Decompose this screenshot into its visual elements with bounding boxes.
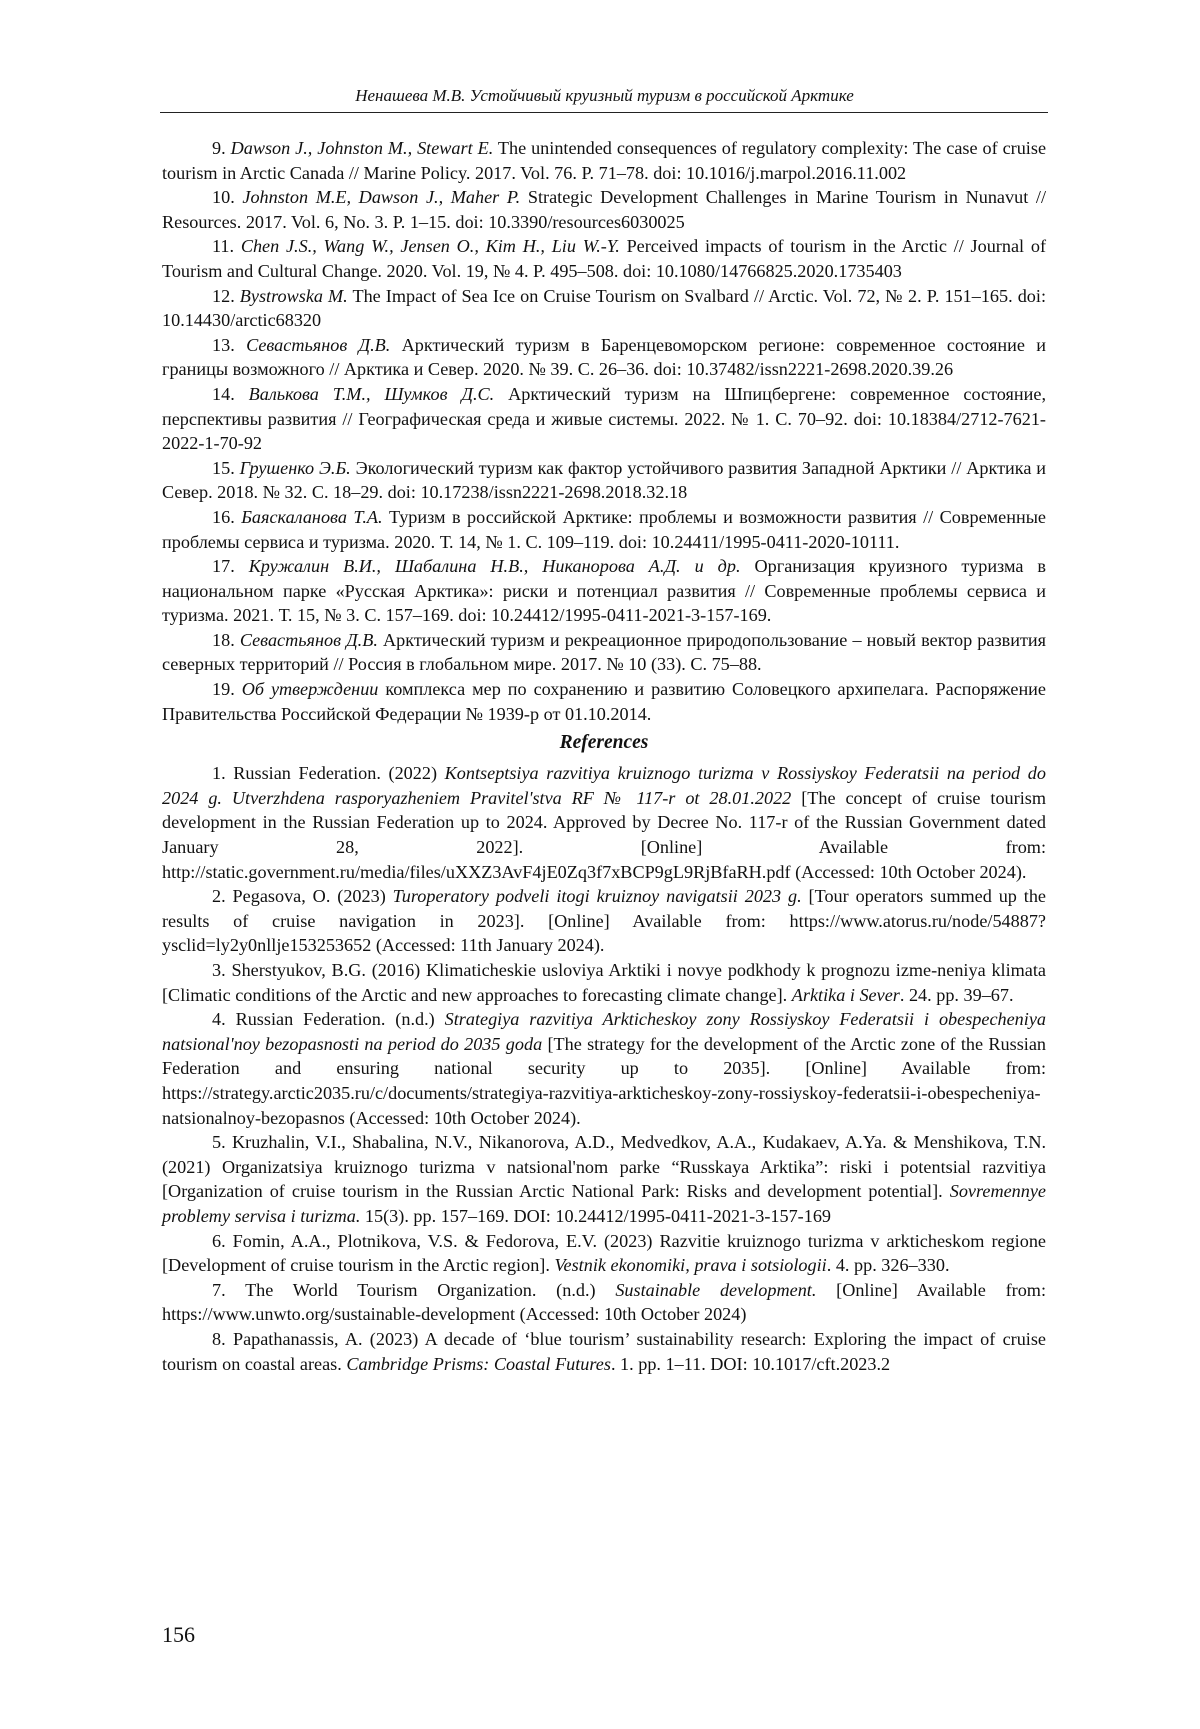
reference-text: Туризм в российской Арктике: проблемы и возможности развития // Современные проблемы сервиса и туризма. 2020. Т. 14, № 1. С. 109–119. doi: 10.24411/1995-0411-2020-10111. [162,506,1046,552]
reference-number: 17. [212,556,235,577]
reference-text: . 24. pp. 39–67. [899,984,1014,1005]
reference-authors: Севастьянов Д.В. [246,334,391,355]
reference-number: 14. [212,383,235,404]
reference-entry [162,1130,1046,1228]
reference-text: Kruzhalin, V.I., Shabalina, N.V., Nikanorova, A.D., Medvedkov, A.A., Kudakaev, A.Ya. & Menshikova, T.N. (2021) Organizatsiya kruiznogo turizma v natsional'nom parke “Russkaya Arktika”: riski i potentsial razvitiya [Organization of cruise tourism in the Russian Arctic National Park: Risks and development potential]. [162,1132,1046,1202]
reference-entry [162,505,1046,554]
reference-source-title: Cambridge Prisms: Coastal Futures [346,1353,611,1374]
reference-text: Арктический туризм на Шпицбергене: современное состояние, перспективы развития // Географическая среда и живые системы. 2022. № 1. С. 70–92. doi: 10.18384/2712-7621-2022-1-70-92 [162,383,1047,454]
reference-entry [162,628,1046,677]
reference-text: Арктический туризм и рекреационное природопользование – новый вектор развития северных территорий // Россия в глобальном мире. 2017. № 10 (33). С. 75–88. [162,629,1047,675]
reference-text: Fomin, A.A., Plotnikova, V.S. & Fedorova, E.V. (2023) Razvitie kruiznogo turizma v arkticheskom regione [Development of cruise tourism in the Arctic region]. [162,1230,1046,1276]
reference-authors: Кружалин В.И., Шабалина Н.В., Никанорова А.Д. и др. [248,556,741,577]
reference-entry [162,456,1046,505]
reference-number: 7. [212,1279,226,1300]
reference-text: комплекса мер по сохранению и развитию Соловецкого архипелага. Распоряжение Правительства Российской Федерации № 1939-р от 01.10.2014. [162,679,1046,724]
reference-authors: Johnston M.E, Dawson J., Maher P. [242,187,521,208]
reference-number: 18. [212,629,235,650]
reference-authors: Bystrowska M. [239,285,348,306]
reference-number: 1. [212,763,226,784]
reference-authors: Валькова Т.М., Шумков Д.С. [248,383,495,404]
reference-source-title: Sustainable development. [615,1279,817,1300]
reference-entry [162,677,1046,726]
reference-source-title: Kontseptsiya razvitiya kruiznogo turizma v Rossiyskoy Federatsii na period do 2024 g. Utverzhdena rasporyazheniem Pravitel'stva RF № 117-r ot 28.01.2022 [162,763,1046,808]
reference-authors: Об утверждении [241,679,379,700]
reference-entry [162,1229,1046,1278]
reference-source-title: Vestnik ekonomiki, prava i sotsiologii [554,1255,827,1276]
reference-text: The Impact of Sea Ice on Cruise Tourism on Svalbard // Arctic. Vol. 72, № 2. P. 151–165. doi: 10.14430/arctic68320 [162,285,1046,331]
reference-authors: Баяскаланова Т.А. [241,506,383,527]
reference-text: Экологический туризм как фактор устойчивого развития Западной Арктики // Арктика и Север. 2018. № 32. С. 18–29. doi: 10.17238/issn2221-2698.2018.32.18 [162,457,1047,503]
reference-text: Papathanassis, A. (2023) A decade of ‘blue tourism’ sustainability research: Exploring the impact of cruise tourism on coastal areas. [162,1328,1047,1374]
reference-number: 3. [212,960,226,980]
reference-text: [Tour operators summed up the results of cruise navigation in 2023]. [Online] Available from: https://www.atorus.ru/node/54887?ysclid=ly2y0nllje153253652 (Accessed: 11th January 2024). [162,886,1046,956]
reference-number: 2. [212,886,226,907]
reference-text: 15(3). pp. 157–169. DOI: 10.24412/1995-0411-2021-3-157-169 [360,1205,832,1226]
reference-entry [162,1327,1046,1376]
reference-text: . 4. pp. 326–330. [826,1255,950,1276]
reference-number: 13. [212,334,235,355]
reference-text: [Online] Available from: https://www.unwto.org/sustainable-development (Accessed: 10th October 2024) [162,1279,1047,1325]
reference-authors: Chen J.S., Wang W., Jensen O., Kim H., Liu W.-Y. [240,236,620,257]
reference-authors: Грушенко Э.Б. [239,457,351,478]
reference-number: 8. [212,1328,226,1349]
running-header: Ненашева М.В. Устойчивый круизный туризм в российской Арктике [355,86,854,105]
reference-entry [162,1278,1046,1327]
reference-entry [162,958,1046,1007]
reference-entry [162,1007,1046,1130]
reference-number: 6. [212,1230,226,1251]
reference-authors: Dawson J., Johnston M., Stewart E. [230,138,494,158]
reference-entry [162,554,1046,628]
english-reference-list [162,761,1046,1376]
page-number: 156 [162,1622,195,1647]
reference-text: Russian Federation. (n.d.) [235,1009,445,1030]
reference-text: Perceived impacts of tourism in the Arctic // Journal of Tourism and Cultural Change. 2020. Vol. 19, № 4. P. 495–508. doi: 10.1080/14766825.2020.1735403 [162,236,1046,281]
reference-list [162,136,1046,1376]
reference-text: Strategic Development Challenges in Marine Tourism in Nunavut // Resources. 2017. Vol. 6, No. 3. P. 1–15. doi: 10.3390/resources6030025 [162,187,1046,232]
reference-text: Организация круизного туризма в национальном парке «Русская Арктика»: риски и потенциал развития // Современные проблемы сервиса и туризма. 2021. Т. 15, № 3. С. 157–169. doi: 10.24412/1995-0411-2021-3-157-169. [162,556,1047,626]
reference-number: 11. [212,236,235,257]
reference-number: 9. [212,138,226,158]
reference-text: . 1. pp. 1–11. DOI: 10.1017/cft.2023.2 [610,1353,891,1374]
reference-text: Арктический туризм в Баренцевоморском регионе: современное состояние и границы возможного // Арктика и Север. 2020. № 39. С. 26–36. doi: 10.37482/issn2221-2698.2020.39.26 [162,334,1047,380]
references-heading: References [559,732,649,754]
reference-text: [The strategy for the development of the Arctic zone of the Russian Federation and ensuring national security up to 2035]. [Online] Available from: https://strategy.arctic2035.ru/c/documents/strategiya-razvitiya-arkticheskoy-zony-rossiyskoy-federatsii-i-obespecheniya-natsionalnoy-bezopasnos (Accessed: 10th October 2024). [162,1033,1046,1128]
header-divider [160,112,1048,113]
reference-entry [162,284,1046,333]
reference-source-title: Turoperatory podveli itogi kruiznoy navigatsii 2023 g. [392,886,802,907]
reference-entry [162,884,1046,958]
reference-entry [162,382,1046,456]
reference-number: 4. [212,1009,226,1030]
reference-text: [The concept of cruise tourism development in the Russian Federation up to 2024. Approved by Decree No. 117-r of the Russian Government dated January 28, 2022]. [Online] Available from: http://static.government.ru/media/files/uXXZ3AvF4jE0Zq3f7xBCP9gL9RjBfaRH.pdf (Accessed: 10th October 2024). [162,787,1046,882]
reference-text: The unintended consequences of regulatory complexity: The case of cruise tourism in Arctic Canada // Marine Policy. 2017. Vol. 76. P. 71–78. doi: 10.1016/j.marpol.2016.11.002 [162,138,1047,183]
reference-text: Sherstyukov, B.G. (2016) Klimaticheskie usloviya Arktiki i novye podkhody k prognozu izme-neniya klimata [Climatic conditions of the Arctic and new approaches to forecasting climate change]. [162,960,1046,1005]
reference-number: 5. [212,1132,226,1153]
reference-entry [162,761,1046,884]
reference-source-title: Sovremennye problemy servisa i turizma. [162,1181,1046,1226]
reference-text: Pegasova, O. (2023) [232,886,393,907]
reference-number: 16. [212,506,235,527]
reference-entry [162,136,1046,185]
russian-reference-list [162,136,1046,726]
reference-text: Russian Federation. (2022) [233,763,445,784]
reference-text: The World Tourism Organization. (n.d.) [245,1279,616,1300]
reference-number: 19. [212,679,235,700]
reference-entry [162,185,1046,234]
reference-number: 12. [212,285,235,306]
reference-number: 15. [212,457,235,478]
reference-number: 10. [212,187,235,208]
reference-entry [162,234,1046,283]
reference-authors: Севастьянов Д.В. [239,629,378,650]
reference-entry [162,333,1046,382]
reference-source-title: Strategiya razvitiya Arkticheskoy zony Rossiyskoy Federatsii i obespecheniya natsional'noy bezopasnosti na period do 2035 goda [162,1009,1047,1054]
reference-source-title: Arktika i Sever [791,984,900,1005]
